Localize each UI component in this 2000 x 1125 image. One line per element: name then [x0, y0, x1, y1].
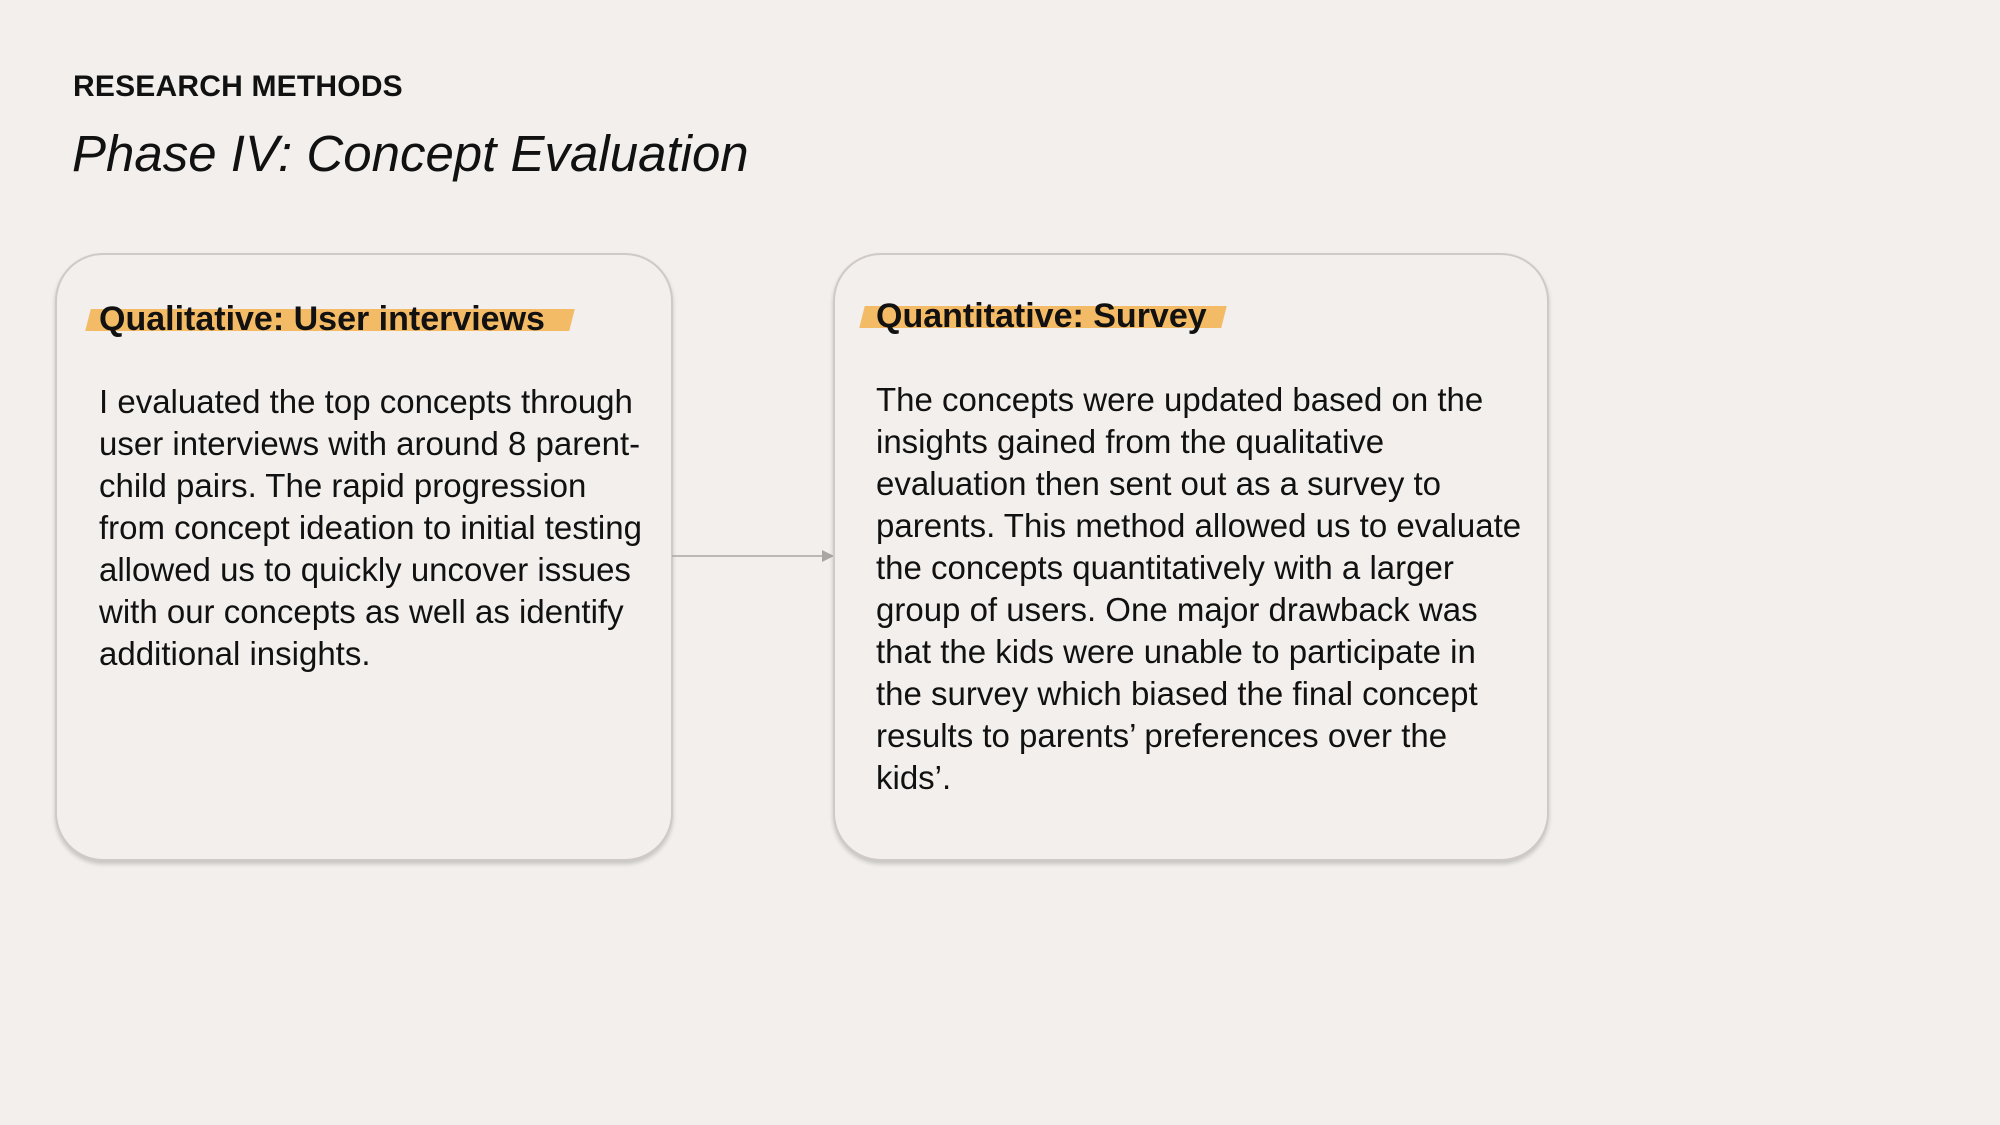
section-eyebrow: RESEARCH METHODS — [73, 70, 403, 103]
qualitative-card-heading: Qualitative: User interviews — [99, 300, 545, 338]
connector-arrow — [672, 548, 836, 564]
qualitative-card-body: I evaluated the top concepts through user interviews with around 8 parent-child pairs. The rapid progression from concept ideation to initial testing allowed us to quickly uncover issues with our concepts as well as identify additional insights. — [99, 383, 642, 672]
quantitative-card — [833, 253, 1549, 861]
page-title: Phase IV: Concept Evaluation — [72, 125, 749, 182]
qualitative-card — [55, 253, 673, 861]
quantitative-card-body: The concepts were updated based on the insights gained from the qualitative evaluation then sent out as a survey to parents. This method allowed us to evaluate the concepts quantitatively with a larger group of users. One major drawback was that the kids were unable to participate in the survey which biased the final concept results to parents’ preferences over the kids’. — [876, 381, 1522, 796]
quantitative-card-heading: Quantitative: Survey — [876, 297, 1207, 335]
